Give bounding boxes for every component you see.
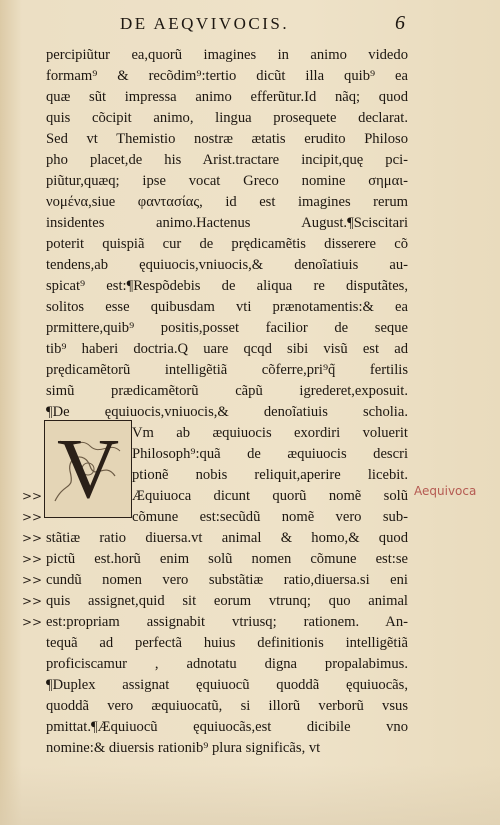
text-line: Æquiuoca dicunt quorũ nomẽ solũ — [132, 488, 408, 504]
text-line: pictũ est.horũ enim solũ nomen cõmune est:se — [46, 551, 408, 567]
text-line: piũtur,quæq; ipse vocat Greco nomine σημαι- — [46, 173, 408, 189]
margin-marker: >> — [22, 615, 43, 629]
text-line: percipiũtur ea,quorũ imagines in animo videdo — [46, 47, 408, 63]
text-line: formam⁹ & recõdim⁹:tertio dicũt illa quib⁹ ea — [46, 68, 408, 84]
margin-marker: >> — [22, 531, 43, 545]
text-line: stãtiæ ratio diuersa.vt animal & homo,& quod — [46, 530, 408, 546]
text-line: poterit quispiã cur de prędicamẽtis disserere cõ — [46, 236, 408, 252]
text-line: pho placet,de his Arist.tractare incipit,quę pci- — [46, 152, 408, 168]
text-line: tequã ad perfectã huius definitionis intelligẽtiã — [46, 635, 408, 651]
text-line: quoddã vero æquiuocatũ, si illorũ verborũ vsus — [46, 698, 408, 714]
text-line: solitos esse quibusdam vti prænotamentis:& ea — [46, 299, 408, 315]
text-line: nomine:& diuersis rationib⁹ plura significãs, vt — [46, 740, 321, 756]
margin-marker: >> — [22, 552, 43, 566]
text-line: quæ sũt impressa animo efferũtur.Id nãq; quod — [46, 89, 408, 105]
text-line: spicat⁹ est:¶Respõdebis de aliqua re disputãtes, — [46, 278, 408, 294]
text-line: pmittat.¶Æquiuocũ ęquiuocãs,est dicibile vno — [46, 719, 408, 735]
running-header — [120, 14, 490, 40]
section-heading: ¶De ęquiuocis,vniuocis,& denoĩatiuis scholia. — [46, 404, 408, 420]
text-line: tendens,ab ęquiuocis,vniuocis,& denoĩatiuis au- — [46, 257, 408, 273]
margin-marker: >> — [22, 510, 43, 524]
folio-number: 6 — [395, 12, 405, 34]
text-line: prędicamẽtorũ intelligẽtiã cõferre,pri⁹q̃ fertilis — [46, 362, 408, 378]
text-line: ptionẽ nobis reliquit,aperire licebit. — [132, 467, 408, 483]
text-line: Philosoph⁹:quã de æquiuocis descri — [132, 446, 408, 462]
text-line: quis cõcipit animo, lingua prosequete declarat. — [46, 110, 408, 126]
text-line: tib⁹ haberi doctria.Q uare qcqd sibi visũ est ad — [46, 341, 408, 357]
running-title: DE AEQVIVOCIS. — [120, 14, 290, 33]
text-line: quis assignet,quid sit eorum vtrunq; quo animal — [46, 593, 408, 609]
text-line: insidentes animo.Hactenus August.¶Sciscitari — [46, 215, 408, 231]
text-line: Sed vt Themistio nostræ ætatis erudito Philoso — [46, 131, 408, 147]
text-line: cundũ nomen vero substãtiæ ratio,diuersa.si eni — [46, 572, 408, 588]
margin-marker: >> — [22, 594, 43, 608]
margin-marker: >> — [22, 573, 43, 587]
initial-letter: V — [56, 420, 120, 516]
decorated-initial — [44, 420, 132, 518]
text-line: est:propriam assignabit vtriusq; rationem. An- — [46, 614, 408, 630]
text-line: ¶Duplex assignat ęquiuocũ quoddã ęquiuocãs, — [46, 677, 408, 693]
margin-marker: >> — [22, 489, 43, 503]
text-line: νομένα,siue φαντασίας, id est imagines rerum — [46, 194, 408, 210]
text-line: cõmune est:secũdũ nomẽ vero sub- — [132, 509, 408, 525]
text-line: prmittere,quib⁹ positis,posset facilior de seque — [46, 320, 408, 336]
margin-annotation: Aequivoca — [414, 484, 477, 498]
text-line: Vm ab æquiuocis exordiri voluerit — [132, 425, 408, 441]
page-edge-shade — [0, 765, 500, 825]
text-line: proficiscamur , adnotatu digna propalabimus. — [46, 656, 408, 672]
text-line: simũ prædicamẽtorũ cãpũ igrederet,exposuit. — [46, 383, 408, 399]
